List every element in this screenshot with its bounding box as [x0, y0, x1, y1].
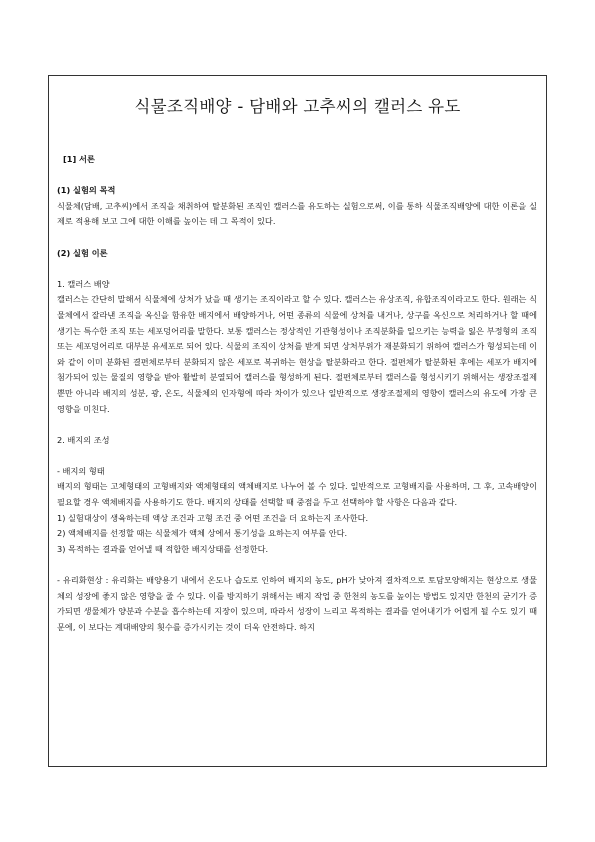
- medium-form-heading: - 배지의 형태: [57, 465, 105, 476]
- chapter-heading: [1] 서론: [63, 154, 95, 164]
- list-item: 3) 목적하는 결과를 얻어낼 때 적합한 배지상태를 선정한다.: [57, 543, 269, 554]
- subsection-heading-medium: 2. 배지의 조성: [57, 434, 110, 445]
- subsection-heading-callus: 1. 캘러스 배양: [57, 278, 110, 289]
- document-frame: [48, 75, 547, 767]
- vitrification-paragraph: - 유리화현상 : 유리화는 배양용기 내에서 온도나 습도로 인하여 배지의 농도, pH가 낮아져 결차적으로 토담모양해지는 현상으로 생물체의 성장에 좋지 않은 영향을 줄 수 있다. 이를 방지하기 위해서는 배지 작업 중 한천의 농도를 높이는 방법도 있지만 한천의 굳기가 증가되면 생물체가 양분과 수분을 흡수하는데 지장이 있으며, 따라서 성장이 느리고 목적하는 결과를 얻어내기가 어렵게 될 수도 있기 때문에, 이 보다는 계대배양의 횟수를 증가시키는 것이 더욱 안전하다. 하지: [57, 575, 537, 632]
- purpose-paragraph: 식물체(담배, 고추씨)에서 조직을 채취하여 탈분화된 조직인 캘러스를 유도하는 실험으로써, 이를 통하 식물조직배양에 대한 이론을 실제로 적용해 보고 그에 대한 이해를 높이는 데 그 목적이 있다.: [57, 200, 537, 227]
- section-heading-purpose: (1) 실험의 목적: [57, 185, 116, 196]
- document-title: 식물조직배양 - 담배와 고추씨의 캘러스 유도: [134, 97, 461, 116]
- list-item: 1) 실험대상이 생육하는데 액상 조건과 고형 조건 중 어떤 조건을 더 요하는지 조사한다.: [57, 512, 369, 523]
- document-body: [57, 152, 537, 635]
- section-heading-theory: (2) 실험 이론: [57, 247, 108, 258]
- list-item: 2) 액체배지를 선정할 때는 식물체가 액체 상에서 통기성을 요하는지 여부를 안다.: [57, 528, 348, 539]
- medium-form-paragraph: 배지의 형태는 고체형태의 고형배지와 액체형태의 액체배지로 나누어 볼 수 있다. 일반적으로 고형배지를 사용하며, 그 후, 고속배양이 필요할 경우 액체배지를 사용하기도 한다. 배지의 상태를 선택할 때 중점을 두고 선택하야 할 사항은 다음과 같다.: [57, 481, 537, 508]
- callus-paragraph: 캘러스는 간단히 말해서 식물체에 상처가 났을 때 생기는 조직이라고 할 수 있다. 캘러스는 유상조직, 유합조직이라고도 한다. 원래는 식물체에서 잘라낸 조직을 옥신을 함유한 배지에서 배양하거나, 어떤 종류의 식물에 상처를 내거나, 상구를 옥신으로 처리하거나 할 때에 생기는 특수한 조직 또는 세포덩어리를 말한다. 보통 캘러스는 정상적인 기관형성이나 조직분화를 일으키는 능력을 잃은 부정형의 조직 또는 세포덩어리로 대부분 유세포로 되어 있다. 식물의 조직이 상처를 받게 되면 상처부위가 재분화되기 위하여 캘러스가 형성되는데 이와 같이 이미 분화된 결편체로부터 분화되지 않은 세포로 복귀하는 현상을 탈분화라고 한다. 절편체가 탈분화된 후에는 세포가 배지에 첨가되어 있는 물질의 영향을 받아 활발히 분열되어 캘러스를 형성하게 된다. 절편체로부터 캘러스를 형성시키기 위해서는 생장조절제 뿐만 아니라 배지의 성분, 광, 온도, 식물체의 인자형에 따라 차이가 있으나 일반적으로 생장조절제의 영향이 캘러스의 유도에 가장 큰 영향을 미친다.: [57, 294, 537, 414]
